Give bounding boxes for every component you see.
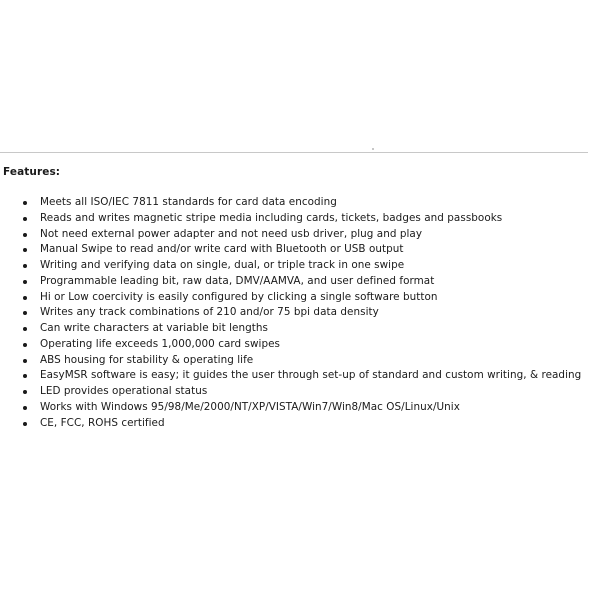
feature-text: Reads and writes magnetic stripe media including cards, tickets, badges and passbooks (40, 211, 503, 224)
feature-text: Manual Swipe to read and/or write card with Bluetooth or USB output (40, 243, 404, 256)
feature-text: Operating life exceeds 1,000,000 card swipes (40, 337, 281, 350)
feature-text: ABS housing for stability & operating life (40, 353, 254, 366)
list-item (0, 227, 600, 243)
feature-text: LED provides operational status (40, 385, 208, 397)
feature-text: Writes any track combinations of 210 and/or 75 bpi data density (40, 306, 379, 319)
list-item (0, 353, 600, 369)
feature-text: Hi or Low coercivity is easily configured by clicking a single software button (40, 290, 438, 303)
feature-text: Can write characters at variable bit lengths (40, 322, 268, 334)
bullet-icon (23, 311, 27, 315)
bullet-icon (23, 406, 27, 410)
list-item (0, 211, 600, 227)
feature-text: Meets all ISO/IEC 7811 standards for card data encoding (40, 196, 337, 208)
list-item (0, 400, 600, 416)
list-item (0, 368, 600, 384)
bullet-icon (23, 296, 27, 300)
bullet-icon (23, 359, 27, 363)
feature-text: EasyMSR software is easy; it guides the user through set-up of standard and custom writing, & reading (40, 369, 582, 382)
list-item (0, 384, 600, 400)
list-item (0, 290, 600, 306)
bullet-icon (23, 248, 27, 252)
list-item (0, 258, 600, 274)
list-item (0, 305, 600, 321)
bullet-icon (23, 217, 27, 221)
bullet-icon (23, 327, 27, 331)
list-item (0, 242, 600, 258)
feature-text: Writing and verifying data on single, dual, or triple track in one swipe (40, 259, 405, 271)
feature-text: Works with Windows 95/98/Me/2000/NT/XP/VISTA/Win7/Win8/Mac OS/Linux/Unix (40, 400, 460, 413)
bullet-icon (23, 422, 27, 426)
features-heading: Features: (3, 166, 61, 178)
list-item (0, 274, 600, 290)
bullet-icon (23, 343, 27, 347)
bullet-icon (23, 264, 27, 268)
feature-text: Not need external power adapter and not need usb driver, plug and play (40, 227, 423, 240)
list-item (0, 416, 600, 432)
bullet-icon (23, 201, 27, 205)
feature-list (0, 195, 600, 431)
section-divider (0, 152, 588, 153)
feature-text: Programmable leading bit, raw data, DMV/AAMVA, and user defined format (40, 274, 435, 287)
feature-text: CE, FCC, ROHS certified (40, 416, 165, 429)
list-item (0, 337, 600, 353)
bullet-icon (23, 233, 27, 237)
bullet-icon (23, 374, 27, 378)
divider-dot (372, 148, 374, 150)
bullet-icon (23, 280, 27, 284)
list-item (0, 195, 600, 211)
list-item (0, 321, 600, 337)
bullet-icon (23, 390, 27, 394)
